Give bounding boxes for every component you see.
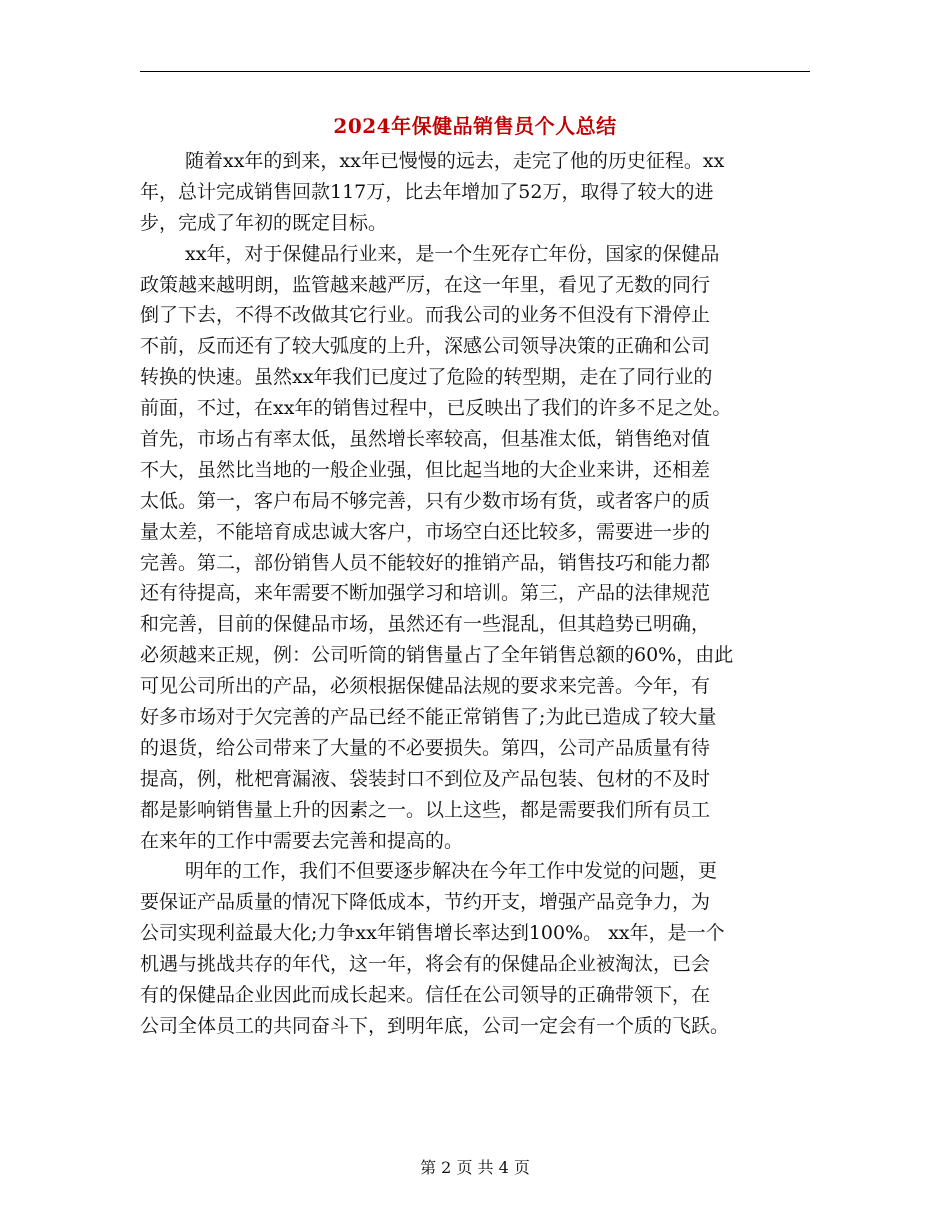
text-line: 转换的快速。虽然xx年我们已度过了危险的转型期，走在了同行业的 — [140, 366, 713, 389]
text-line: 前面，不过，在xx年的销售过程中，已反映出了我们的许多不足之处。 — [140, 397, 732, 420]
text-line: 首先，市场占有率太低，虽然增长率较高，但基准太低，销售绝对值 — [140, 428, 711, 451]
text-line: 的退货，给公司带来了大量的不必要损失。第四，公司产品质量有待 — [140, 736, 711, 759]
text-line: 不前，反而还有了较大弧度的上升，深感公司领导决策的正确和公司 — [140, 335, 711, 358]
text-line: 明年的工作，我们不但要逐步解决在今年工作中发觉的问题，更 — [185, 860, 718, 883]
text-line: 还有待提高，来年需要不断加强学习和培训。第三，产品的法律规范 — [140, 582, 711, 605]
text-line: 在来年的工作中需要去完善和提高的。 — [140, 829, 464, 852]
text-line: 提高，例，枇杷膏漏液、袋装封口不到位及产品包装、包材的不及时 — [140, 767, 711, 790]
text-line: 完善。第二，部份销售人员不能较好的推销产品，销售技巧和能力都 — [140, 551, 711, 574]
text-line: 步，完成了年初的既定目标。 — [140, 211, 388, 234]
header-rule — [140, 71, 810, 72]
text-line: 好多市场对于欠完善的产品已经不能正常销售了;为此已造成了较大量 — [140, 706, 717, 729]
text-line: 必须越来正规，例：公司听筒的销售量占了全年销售总额的60%，由此 — [140, 644, 734, 667]
text-line: 公司全体员工的共同奋斗下，到明年底，公司一定会有一个质的飞跃。 — [140, 1014, 730, 1037]
text-line: 年，总计完成销售回款117万，比去年增加了52万，取得了较大的进 — [140, 180, 714, 203]
text-line: 机遇与挑战共存的年代，这一年，将会有的保健品企业被淘汰，已会 — [140, 953, 711, 976]
page-footer: 第 2 页 共 4 页 — [420, 1158, 530, 1177]
text-line: 可见公司所出的产品，必须根据保健品法规的要求来完善。今年，有 — [140, 675, 711, 698]
text-line: xx年，对于保健品行业来，是一个生死存亡年份，国家的保健品 — [185, 242, 720, 265]
text-line: 有的保健品企业因此而成长起来。信任在公司领导的正确带领下，在 — [140, 984, 711, 1007]
text-line: 太低。第一，客户布局不够完善，只有少数市场有货，或者客户的质 — [140, 489, 711, 512]
text-line: 量太差，不能培育成忠诚大客户，市场空白还比较多，需要进一步的 — [140, 520, 711, 543]
text-line: 不大，虽然比当地的一般企业强，但比起当地的大企业来讲，还相差 — [140, 458, 711, 481]
text-line: 都是影响销售量上升的因素之一。以上这些，都是需要我们所有员工 — [140, 798, 711, 821]
text-line: 倒了下去，不得不改做其它行业。而我公司的业务不但没有下滑停止 — [140, 304, 711, 327]
text-line: 随着xx年的到来，xx年已慢慢的远去，走完了他的历史征程。xx — [185, 150, 725, 172]
text-line: 政策越来越明朗，监管越来越严厉，在这一年里，看见了无数的同行 — [140, 273, 711, 296]
text-line: 和完善，目前的保健品市场，虽然还有一些混乱，但其趋势已明确， — [140, 613, 711, 636]
document-title: 2024年保健品销售员个人总结 — [333, 114, 617, 138]
text-line: 要保证产品质量的情况下降低成本，节约开支，增强产品竞争力，为 — [140, 891, 711, 914]
document-body — [140, 146, 816, 1042]
text-line: 公司实现利益最大化;力争xx年销售增长率达到100%。 xx年，是一个 — [140, 922, 725, 945]
